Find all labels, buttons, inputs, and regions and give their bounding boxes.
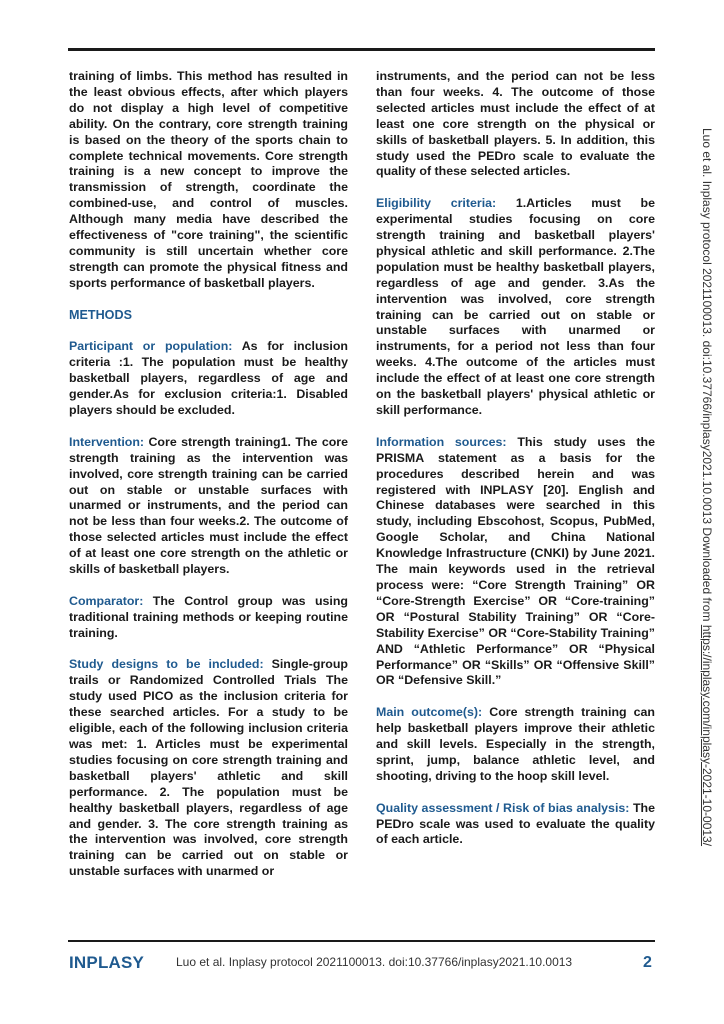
study-designs-paragraph — [69, 657, 348, 880]
participant-label: Participant or population: — [69, 339, 233, 354]
vertical-sidebar — [700, 128, 712, 868]
footer-citation: Luo et al. Inplasy protocol 2021100013. doi:10.37766/inplasy2021.10.0013 — [176, 955, 573, 969]
comparator-label: Comparator: — [69, 593, 144, 608]
intervention-label: Intervention: — [69, 434, 145, 449]
intervention-text: Core strength training1. The core strength training as the intervention was involved, core strength training can be carried out on stable or unstable surfaces with unarmed or instruments, and the period can not be less than four weeks.2. The outcome of those selected articles must include the effect of at least one core strength on the athletic or skills of basketball players. — [69, 434, 348, 577]
footer-rule — [68, 940, 655, 942]
main-outcomes-label: Main outcome(s): — [376, 705, 483, 720]
study-designs-text: Single-group trails or Randomized Controlled Trials The study used PICO as the inclusion criteria for these searched articles. For a study to be eligible, each of the following inclusion criteria was met: 1. Articles must be experimental studies focusing on core strength training and basketball players' athletic and skill performance. 2. The population must be healthy basketball players, regardless of age and gender. 3. The core strength training as the intervention was involved, core strength training can be carried out on stable or unstable surfaces with unarmed or — [69, 657, 349, 879]
continuation-paragraph: instruments, and the period can not be less than four weeks. 4. The outcome of those selected articles must include the effect of at least one core strength on the physical or skills of basketball players. 5. In addition, this study used the PEDro scale to evaluate the quality of these selected articles. — [376, 69, 655, 179]
participant-text: As for inclusion criteria :1. The population must be healthy basketball players, regardless of age and gender.As for exclusion criteria:1. Disabled players should be excluded. — [69, 339, 348, 417]
information-sources-text: This study uses the PRISMA statement as a basis for the procedures described herein and was registered with INPLASY [20]. English and Chinese databases were searched in this study, including Ebscohost, Scopus, PubMed, Google Scholar, and China National Knowledge Infrastructure (CNKI) by June 2021. The main keywords used in the retrieval process were: “Core Strength Training” OR “Core-Strength Exercise” OR “Core-training” OR “Postural Stability Training” OR “Core-Stability Exercise” OR “Core-Stability Training” AND “Athletic Performance” OR “Physical Performance” OR “Skills” OR “Offensive Skill” OR “Defensive Skill.” — [376, 434, 655, 688]
methods-heading: METHODS — [69, 307, 132, 322]
right-column — [376, 69, 655, 864]
participant-paragraph — [69, 339, 348, 419]
sidebar-citation — [700, 128, 714, 846]
quality-assessment-text: The PEDro scale was used to evaluate the quality of each article. — [376, 800, 655, 847]
intro-paragraph: training of limbs. This method has resulted in the least obvious effects, after which players do not display a high level of competitive ability. On the contrary, core strength training is based on the theory of the sports chain to complete technical movements. Core strength training is a new concept to improve the transmission of strength, coordinate the combined-use, and control of muscles. Although many media have described the effectiveness of "core training", the scientific community is still uncertain whether core strength can promote the physical fitness and sports performance of basketball players. — [69, 69, 348, 290]
information-sources-paragraph — [376, 435, 655, 690]
footer-brand-logo: INPLASY — [69, 953, 145, 972]
eligibility-text: 1.Articles must be experimental studies focusing on core strength training and basketball players' physical athletic and skill performance. 2.The population must be healthy basketball players, regardless of age and gender. 3.As the intervention was involved, core strength training can be carried out on stable or unstable surfaces with unarmed or instruments, for a period not less than four weeks. 4.The outcome of the articles must include the effect of at least one core strength on the basketball players' physical athletic or skill performance. — [376, 196, 655, 418]
information-sources-label: Information sources: — [376, 434, 507, 449]
page-number: 2 — [643, 954, 652, 971]
quality-assessment-label: Quality assessment / Risk of bias analysis: — [376, 800, 630, 815]
intervention-paragraph — [69, 435, 348, 578]
download-link[interactable]: https://inplasy.com/inplasy-2021-10-0013/ — [700, 624, 714, 847]
eligibility-label: Eligibility criteria: — [376, 196, 497, 211]
main-outcomes-text: Core strength training can help basketball players improve their athletic and skill levels. Especially in the strength, sprint, jump, balance athletic level, and shooting, driving to the hoop skill level. — [376, 705, 655, 783]
sidebar-text: Luo et al. Inplasy protocol 2021100013. doi:10.37766/inplasy2021.10.0013 Downloaded from — [700, 128, 714, 625]
study-designs-label: Study designs to be included: — [69, 657, 264, 672]
comparator-paragraph — [69, 594, 348, 642]
main-outcomes-paragraph — [376, 705, 655, 785]
left-column — [69, 69, 348, 896]
quality-assessment-paragraph — [376, 801, 655, 849]
comparator-text: The Control group was using traditional training methods or keeping routine training. — [69, 593, 348, 640]
header-rule — [68, 48, 655, 51]
eligibility-paragraph — [376, 196, 655, 419]
